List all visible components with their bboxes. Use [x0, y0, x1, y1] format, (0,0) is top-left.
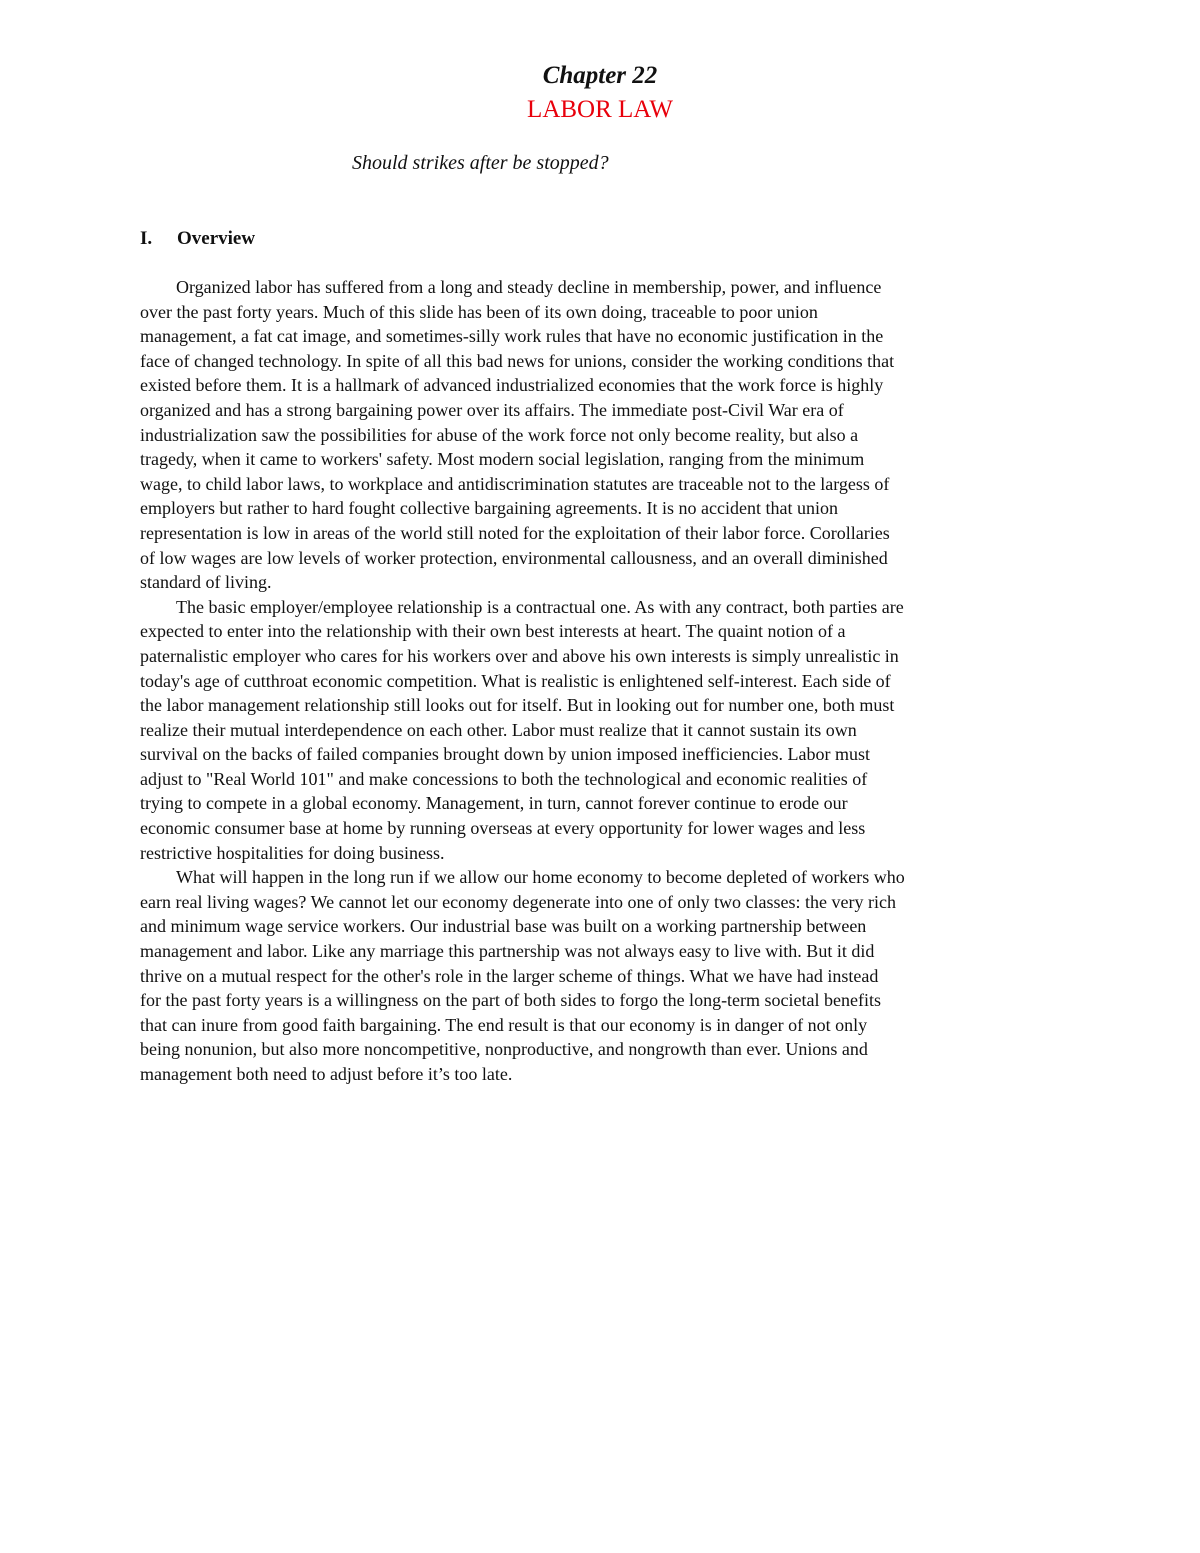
- paragraph: What will happen in the long run if we allow our home economy to become depleted of workers who earn real living wages? We cannot let our economy degenerate into one of only two classes: the very rich and minimum wage service workers. Our industrial base was built on a working partnership between management and labor. Like any marriage this partnership was not always easy to live with. But it did thrive on a mutual respect for the other's role in the larger scheme of things. What we have had instead for the past forty years is a willingness on the part of both sides to forgo the long-term societal benefits that can inure from good faith bargaining. The end result is that our economy is in danger of not only being nonunion, but also more noncompetitive, nonproductive, and nongrowth than ever. Unions and management both need to adjust before it’s too late.: [140, 867, 905, 1084]
- chapter-number: Chapter 22: [542, 62, 658, 89]
- paragraph: The basic employer/employee relationship is a contractual one. As with any contract, both parties are expected to enter into the relationship with their own best interests at heart. The quaint notion of a paternalistic employer who cares for his workers over and above his own interests is simply unrealistic in today's age of cutthroat economic competition. What is realistic is enlightened self-interest. Each side of the labor management relationship still looks out for itself. But in looking out for number one, both must realize their mutual interdependence on each other. Labor must realize that it cannot sustain its own survival on the backs of failed companies brought down by union imposed inefficiencies. Labor must adjust to "Real World 101" and make concessions to both the technological and economic realities of trying to compete in a global economy. Management, in turn, cannot forever continue to erode our economic consumer base at home by running overseas at every opportunity for lower wages and less restrictive hospitalities for doing business.: [140, 596, 904, 863]
- chapter-title: LABOR LAW: [527, 96, 673, 123]
- section-title: Overview: [177, 228, 256, 249]
- section-heading: [140, 226, 255, 252]
- section-number: I.: [140, 228, 153, 249]
- paragraph: Organized labor has suffered from a long and steady decline in membership, power, and influence over the past forty years. Much of this slide has been of its own doing, traceable to poor union management, a fat cat image, and sometimes-silly work rules that have no economic justification in the face of changed technology. In spite of all this bad news for unions, consider the working conditions that existed before them. It is a hallmark of advanced industrialized economies that the work force is highly organized and has a strong bargaining power over its affairs. The immediate post-Civil War era of industrialization saw the possibilities for abuse of the work force not only become reality, but also a tragedy, when it came to workers' safety. Most modern social legislation, ranging from the minimum wage, to child labor laws, to workplace and antidiscrimination statutes are traceable not to the largess of employers but rather to hard fought collective bargaining agreements. It is no accident that union representation is low in areas of the world still noted for the exploitation of their labor force. Corollaries of low wages are low levels of worker protection, environmental callousness, and an overall diminished standard of living.: [140, 277, 895, 593]
- chapter-question: Should strikes after be stopped?: [352, 152, 609, 174]
- section-body: [140, 275, 1060, 1087]
